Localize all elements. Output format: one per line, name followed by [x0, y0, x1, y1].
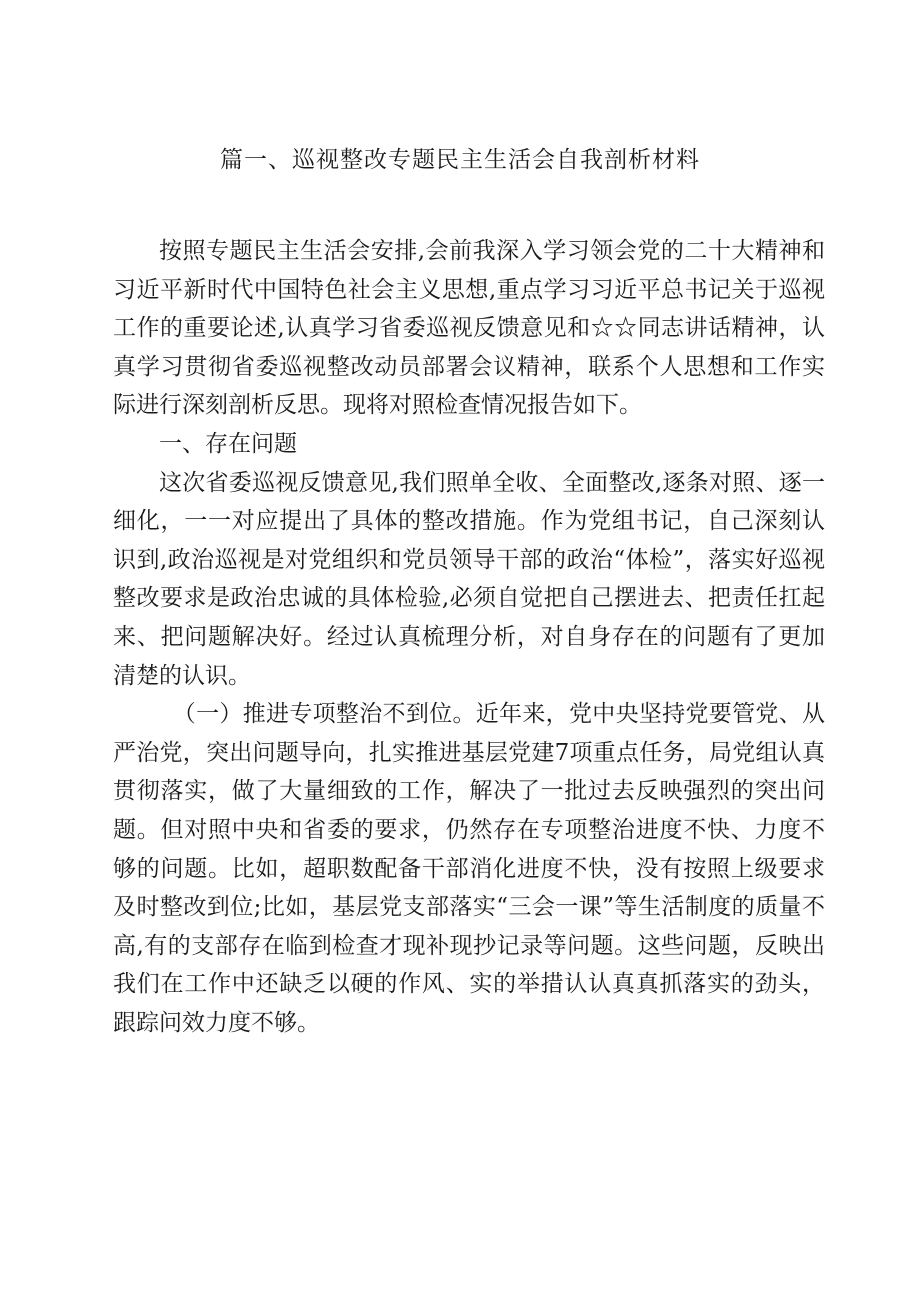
problems-overview-paragraph: 这次省委巡视反馈意见,我们照单全收、全面整改,逐条对照、逐一细化，一一对应提出了具体的整改措施。作为党组书记，自己深刻认识到,政治巡视是对党组织和党员领导干部的政治“体检”，落实好巡视整改要求是政治忠诚的具体检验,必须自觉把自己摆进去、把责任扛起来、把问题解决好。经过认真梳理分析，对自身存在的问题有了更加清楚的认识。 [113, 469, 825, 689]
document-title: 篇一、巡视整改专题民主生活会自我剖析材料 [220, 147, 700, 173]
problem-item-1-paragraph: （一）推进专项整治不到位。近年来，党中央坚持党要管党、从严治党，突出问题导向，扎实推进基层党建7项重点任务，局党组认真贯彻落实，做了大量细致的工作，解决了一批过去反映强烈的突出问题。但对照中央和省委的要求，仍然存在专项整治进度不快、力度不够的问题。比如，超职数配备干部消化进度不快，没有按照上级要求及时整改到位;比如，基层党支部落实“三会一课”等生活制度的质量不高,有的支部存在临到检查才现补现抄记录等问题。这些问题，反映出我们在工作中还缺乏以硬的作风、实的举措认认真真抓落实的劲头，跟踪问效力度不够。 [113, 701, 825, 1036]
section-heading-problems: 一、存在问题 [159, 430, 297, 457]
document-body [113, 232, 825, 1042]
intro-paragraph: 按照专题民主生活会安排,会前我深入学习领会党的二十大精神和习近平新时代中国特色社会主义思想,重点学习习近平总书记关于巡视工作的重要论述,认真学习省委巡视反馈意见和☆☆同志讲话精神，认真学习贯彻省委巡视整改动员部署会议精神，联系个人思想和工作实际进行深刻剖析反思。现将对照检查情况报告如下。 [113, 238, 825, 419]
